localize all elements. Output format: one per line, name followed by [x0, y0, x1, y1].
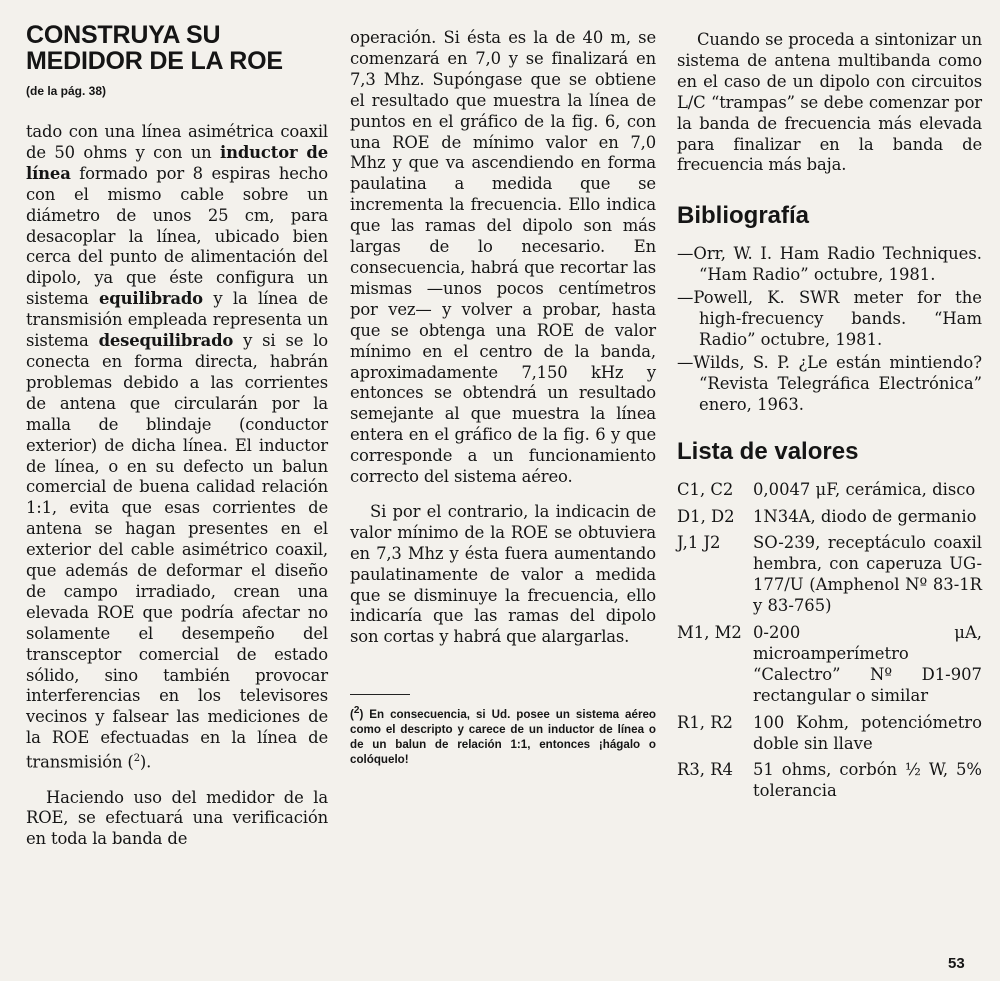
- text-run: y si se lo conecta en forma directa, habrán problemas debido a las corrientes de antena que circularán por la malla de blindaje (conductor exterior) de dicha línea. El inductor de línea, o en su defecto un balun comercial de buena calidad relación 1:1, evita que esas corrientes de antena se hagan presentes en el exterior del cable asimétrico coaxil, que además de deformar el diseño de campo irradiado, crean una elevada ROE que podría afectar no solamente el desempeño del transceptor comercial de estado sólido, sino también provocar interferencias en los televisores vecinos y falsear las mediciones de la ROE efectuadas en la línea de transmisión (: [26, 331, 329, 772]
- part-desc: 51 ohms, corbón ½ W, 5% tolerancia: [753, 760, 982, 801]
- continued-from-note: (de la pág. 38): [26, 84, 107, 98]
- part-desc: 0-200 μA, microamperímetro “Calectro” Nº D1-907 rectangular o similar: [753, 623, 982, 705]
- parts-list-item: [677, 507, 982, 528]
- text-run: y la línea de transmisión empleada representa un sistema: [26, 289, 328, 351]
- part-ref: C1, C2: [677, 479, 734, 499]
- footnote-number: 2: [353, 705, 360, 717]
- bold-term: desequilibrado: [98, 331, 234, 351]
- parts-list-item: [677, 713, 982, 755]
- parts-list-item: [677, 480, 982, 501]
- bibliography-entry: —Powell, K. SWR meter for the high-frecuency bands. “Ham Radio” octubre, 1981.: [677, 288, 982, 349]
- body-paragraph: Cuando se proceda a sintonizar un sistema de antena multibanda como en el caso de un dipolo con circuitos L/C “trampas” se debe comenzar por la banda de frecuencia más elevada para finalizar en la banda de frecuencia más baja.: [677, 30, 982, 175]
- parts-list: [677, 480, 982, 803]
- bibliography-entry: —Wilds, S. P. ¿Le están mintiendo? “Revista Telegráfica Electrónica” enero, 1963.: [677, 352, 982, 414]
- body-paragraph: Haciendo uso del medidor de la ROE, se efectuará una verificación en toda la banda de: [26, 787, 328, 849]
- text-run: ).: [139, 752, 152, 772]
- page-number: 53: [948, 955, 965, 972]
- text-run: tado con una línea asimétrica coaxil de 50 ohms y con un: [26, 122, 328, 162]
- article-title: CONSTRUYA SU MEDIDOR DE LA ROE: [26, 21, 283, 75]
- parts-list-item: [677, 623, 982, 707]
- footnote-divider: [350, 694, 410, 695]
- part-desc: 0,0047 μF, cerámica, disco: [753, 479, 976, 499]
- column-2: [350, 28, 656, 767]
- part-ref: M1, M2: [677, 623, 742, 643]
- parts-list-item: [677, 533, 982, 617]
- body-paragraph: [26, 122, 328, 774]
- part-ref: D1, D2: [677, 506, 735, 526]
- parts-list-item: [677, 760, 982, 802]
- part-ref: J,1 J2: [677, 533, 721, 553]
- bibliography-heading: Bibliografía: [677, 202, 810, 230]
- part-desc: 1N34A, diodo de germanio: [753, 506, 977, 526]
- column-3: [677, 30, 982, 808]
- part-desc: 100 Kohm, potenciómetro doble sin llave: [753, 712, 982, 753]
- part-desc: SO-239, receptáculo coaxil hembra, con caperuza UG-177/U (Amphenol Nº 83-1R y 83-765): [753, 533, 982, 616]
- parts-list-heading: Lista de valores: [677, 437, 859, 465]
- text-run: formado por 8 espiras hecho con el mismo cable sobre un diámetro de unos 25 cm, para desacoplar la línea, ubicado bien cerca del punto de alimentación del dipolo, ya que éste configura un sistema: [26, 163, 328, 309]
- bold-term: equilibrado: [99, 289, 203, 309]
- column-1: [26, 22, 328, 850]
- footnote: ($^2$) En consecuencia, si Ud. posee un sistema aéreo como el descripto y carece de un inductor de línea o de un balun de relación 1:1, entonces ¡hágalo o colóquelo!: [350, 705, 656, 767]
- bibliography-entry: —Orr, W. I. Ham Radio Techniques. “Ham Radio” octubre, 1981.: [677, 244, 982, 285]
- part-ref: R1, R2: [677, 712, 733, 732]
- footnote-ref: 2: [133, 753, 140, 765]
- bibliography-list: [677, 244, 982, 415]
- body-paragraph: operación. Si ésta es la de 40 m, se comenzará en 7,0 y se finalizará en 7,3 Mhz. Supóngase que se obtiene el resultado que muestra la línea de puntos en el gráfico de la fig. 6, con una ROE de mínimo valor en 7,0 Mhz y que va ascendiendo en forma paulatina a medida que se incrementa la frecuencia. Ello indica que las ramas del dipolo son más largas de lo necesario. En consecuencia, habrá que recortar las mismas —unos pocos centímetros por vez— y volver a probar, hasta que se obtenga una ROE de valor mínimo en el centro de la banda, aproximadamente 7,150 kHz y entonces se obtendrá un resultado semejante al que muestra la línea entera en el gráfico de la fig. 6 y que corresponde a un funcionamiento correcto del sistema aéreo.: [350, 28, 656, 487]
- body-paragraph: Si por el contrario, la indicacin de valor mínimo de la ROE se obtuviera en 7,3 Mhz y ésta fuera aumentando paulatinamente de valor a medida que se disminuye la frecuencia, ello indicaría que las ramas del dipolo son cortas y habrá que alargarlas.: [350, 501, 656, 647]
- bold-term: inductor de línea: [26, 142, 328, 183]
- footnote-text: En consecuencia, si Ud. posee un sistema aéreo como el descripto y carece de un inductor de línea o de un balun de relación 1:1, entonces ¡hágalo o colóquelo!: [350, 708, 656, 767]
- part-ref: R3, R4: [677, 760, 733, 780]
